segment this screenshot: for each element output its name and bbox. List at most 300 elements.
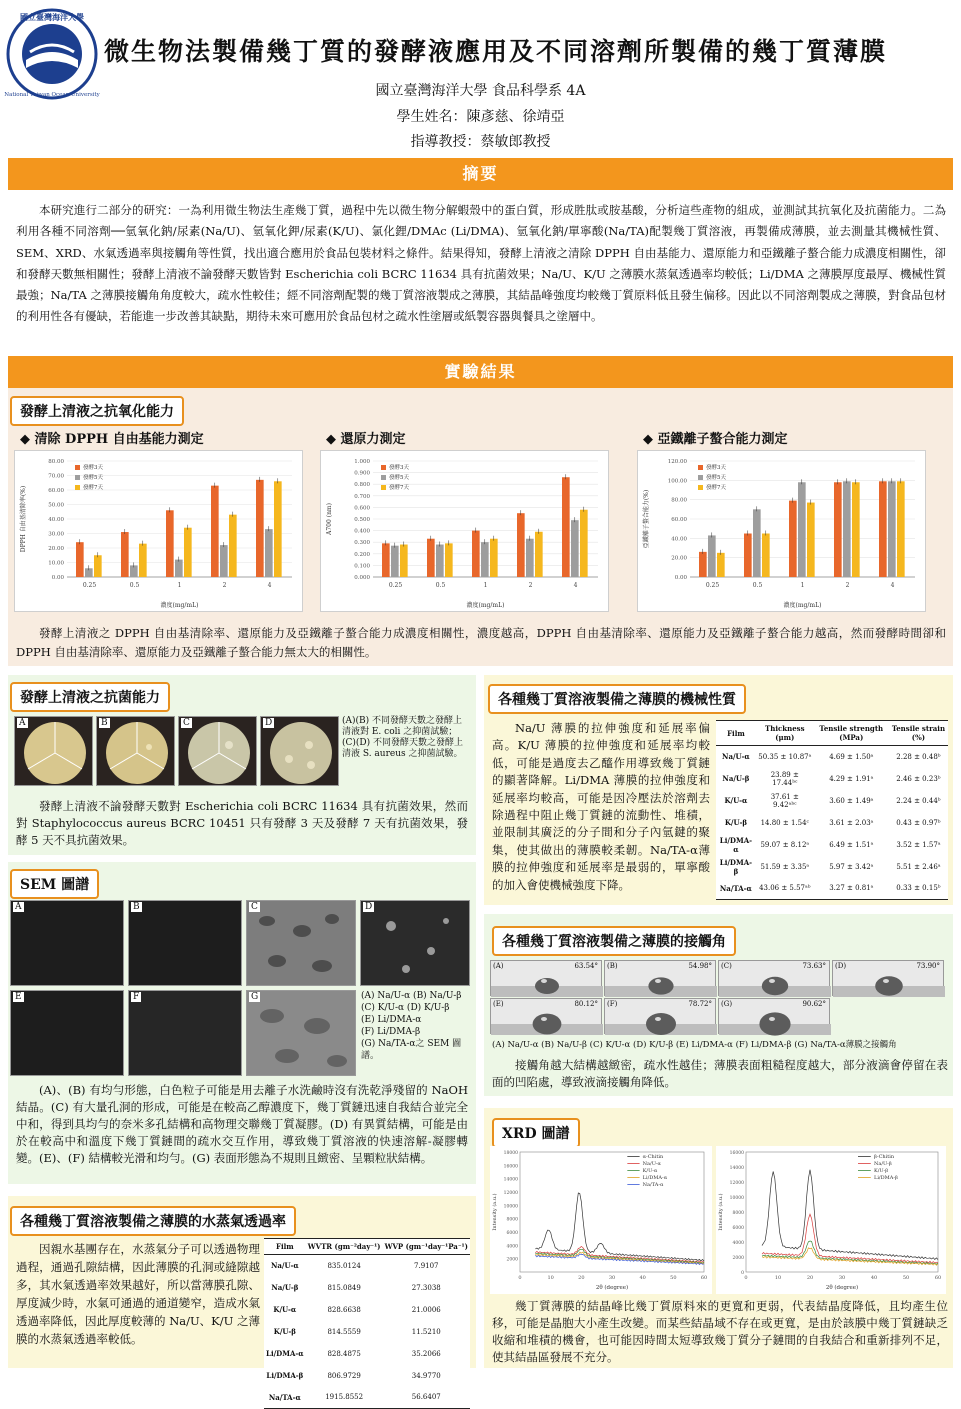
bar <box>220 545 228 577</box>
y-tick-label: 8000 <box>732 1211 744 1216</box>
y-tick-label: 20.00 <box>48 546 64 552</box>
bar <box>166 510 174 577</box>
bar <box>265 529 273 577</box>
sem-e <box>10 990 124 1076</box>
bar <box>744 534 752 578</box>
xrd-beta-chart <box>716 1146 946 1294</box>
table-cell: 5.97 ± 3.42ᵃ <box>829 862 874 871</box>
contact-angle-value: 90.62° <box>802 1000 826 1008</box>
y-tick-label: 2000 <box>732 1256 744 1261</box>
table-cell: 2.46 ± 0.23ᵇ <box>896 774 941 783</box>
wvtr-tag: 各種幾丁質溶液製備之薄膜的水蒸氣透過率 <box>10 1206 296 1236</box>
contact-angle-value: 73.90° <box>916 962 940 970</box>
contact-panel-label: (G) <box>721 1000 733 1008</box>
bar <box>256 480 264 577</box>
legend-label: K/U-β <box>874 1168 889 1174</box>
bar <box>400 545 408 577</box>
sem-legend-line: (G) Na/TA-α之 SEM 圖譜。 <box>361 1039 462 1061</box>
poster-title: 微生物法製備幾丁質的發酵液應用及不同溶劑所製備的幾丁質薄膜 <box>104 37 888 66</box>
legend-label: β-Chitin <box>874 1154 895 1160</box>
x-tick-label: 4 <box>573 582 578 589</box>
y-tick-label: 0.400 <box>354 528 370 535</box>
antioxidant-tag: 發酵上清液之抗氧化能力 <box>10 396 184 426</box>
contact-angle-panel <box>718 960 830 996</box>
table-cell: 51.59 ± 3.35ᵃ <box>760 862 810 871</box>
x-tick-label: 0 <box>744 1275 748 1281</box>
table-row <box>716 834 948 856</box>
y-tick-label: 70.00 <box>48 473 64 480</box>
bar <box>427 539 435 577</box>
bar <box>888 481 896 577</box>
plate-legend <box>342 716 470 760</box>
table-cell: 37.61 ± 9.42ᵃᵇᶜ <box>770 792 799 809</box>
table-cell: 34.9770 <box>411 1371 441 1380</box>
sem-tag: SEM 圖譜 <box>10 869 99 899</box>
plot-frame <box>746 1152 938 1272</box>
table-cell: Na/U-β <box>722 774 750 783</box>
x-tick-label: 2 <box>845 582 850 589</box>
x-tick-label: 50 <box>902 1275 910 1281</box>
students: 學生姓名：陳彥慈、徐靖亞 <box>396 109 565 125</box>
bar <box>382 543 390 577</box>
bar <box>834 482 842 577</box>
legend-swatch <box>75 465 80 470</box>
bar <box>211 486 219 577</box>
x-tick-label: 1 <box>800 582 805 589</box>
bar <box>274 481 282 577</box>
table-cell: 814.5559 <box>327 1327 361 1336</box>
table-cell: 4.29 ± 1.91ᵃ <box>829 774 874 783</box>
department: 國立臺灣海洋大學 食品科學系 4A <box>375 83 586 99</box>
y-axis-label: 亞鐵離子螯合能力(%) <box>643 489 650 549</box>
table-cell: 35.2066 <box>411 1349 441 1358</box>
advisor: 指導教授：蔡敏郎教授 <box>410 134 551 150</box>
contact-panel-label: (F) <box>607 1000 618 1008</box>
y-tick-label: 80.00 <box>48 459 64 465</box>
plate-label: C <box>183 718 190 728</box>
y-tick-label: 0.700 <box>354 493 370 500</box>
bar <box>94 555 102 577</box>
x-tick-label: 1 <box>483 582 488 589</box>
bar <box>897 481 905 577</box>
legend-label: 發酵5天 <box>706 475 726 481</box>
bar <box>807 503 815 577</box>
plate-c <box>178 716 257 786</box>
x-tick-label: 2 <box>222 582 227 589</box>
table-cell: K/U-α <box>273 1305 297 1314</box>
table-cell: K/U-β <box>724 818 748 827</box>
x-tick-label: 4 <box>890 582 895 589</box>
y-tick-label: 0.800 <box>354 482 370 489</box>
series-line <box>762 1214 938 1263</box>
legend-swatch <box>381 465 386 470</box>
y-tick-label: 60.00 <box>671 517 687 523</box>
contact-angle-value: 73.63° <box>802 962 826 970</box>
logo-text-bottom: National Taiwan Ocean University <box>4 92 100 98</box>
y-tick-label: 0.00 <box>674 575 687 581</box>
sem-legend-line: (E) Li/DMA-α <box>361 1015 422 1025</box>
y-tick-label: 120.00 <box>667 459 687 465</box>
table-row <box>716 746 948 768</box>
y-tick-label: 80.00 <box>671 497 687 504</box>
x-axis-label: 2θ (degree) <box>595 1285 629 1291</box>
xrd-text: 幾丁質薄膜的結晶峰比幾丁質原料來的更寬和更弱，代表結晶度降低，且均產生位移，可能是晶胞大小產生改變。而某些結晶域不存在或更寬，是由於該膜中幾丁質鏈缺乏收縮和堆積的機會，也可能因時間太短導致幾丁質分子鏈間的自我結合和重新排列不足，使其結晶區發展不充分。 <box>492 1299 948 1364</box>
y-tick-label: 0 <box>741 1271 744 1276</box>
bar <box>229 515 237 577</box>
y-axis-label: A700 (nm) <box>326 503 333 535</box>
y-tick-label: 16000 <box>503 1164 518 1170</box>
legend-label: Na/U-α <box>642 1161 661 1167</box>
x-tick-label: 60 <box>934 1275 942 1281</box>
column-header: Thickness (μm) <box>756 721 814 746</box>
table-cell: 835.0124 <box>327 1261 361 1270</box>
table-row <box>716 812 948 834</box>
table-cell: Li/DMA-β <box>719 857 753 876</box>
bar <box>843 481 851 577</box>
table-row <box>264 1343 470 1365</box>
y-tick-label: 6000 <box>506 1231 518 1236</box>
column-header: WVTR (gm⁻²day⁻¹) <box>306 1239 383 1255</box>
legend-label: Li/DMA-β <box>874 1175 898 1181</box>
sem-label: D <box>365 902 373 912</box>
table-cell: 21.0006 <box>411 1305 441 1314</box>
antibacterial-text: 發酵上清液不論發酵天數對 Escherichia coli BCRC 11634 具有抗菌效果，然而對 Staphylococcus aureus BCRC 10451 只有發酵 3 天及發酵 7 天有抗菌效果，發酵 5 天不具抗菌效果。 <box>16 799 468 847</box>
contact-angle-panel <box>604 960 716 996</box>
column-header: Tensile strain (%) <box>889 721 948 746</box>
table-cell: 3.27 ± 0.81ᵃ <box>814 878 889 900</box>
bar <box>798 482 806 577</box>
results-heading: 實驗結果 <box>8 356 953 388</box>
x-tick-label: 40 <box>870 1275 878 1281</box>
bar <box>562 477 570 577</box>
x-tick-label: 2 <box>528 582 533 589</box>
table-cell: 27.3038 <box>411 1283 441 1292</box>
legend-label: 發酵7天 <box>83 485 103 491</box>
column-header: Film <box>264 1239 306 1255</box>
table-row <box>716 856 948 878</box>
bar <box>699 552 707 577</box>
bar <box>717 553 725 577</box>
legend-swatch <box>698 485 703 490</box>
y-tick-label: 10000 <box>729 1196 744 1201</box>
table-row <box>264 1255 470 1277</box>
y-tick-label: 4000 <box>732 1241 744 1246</box>
x-tick-label: 1 <box>177 582 182 589</box>
antibacterial-tag: 發酵上清液之抗菌能力 <box>10 682 170 712</box>
table-cell: 3.61 ± 2.03ᵃ <box>829 818 874 827</box>
bar <box>121 532 129 577</box>
y-tick-label: 0.900 <box>354 470 370 477</box>
y-tick-label: 0.500 <box>354 517 370 523</box>
y-tick-label: 0.000 <box>354 575 370 581</box>
x-tick-label: 20 <box>806 1275 814 1281</box>
x-tick-label: 30 <box>608 1275 616 1281</box>
x-tick-label: 0.25 <box>388 582 403 589</box>
legend-label: 發酵5天 <box>83 475 103 481</box>
y-tick-label: 0.600 <box>354 505 370 512</box>
mechanical-table <box>716 720 948 900</box>
sem-label: B <box>133 902 140 912</box>
bar <box>571 520 579 577</box>
contact-text: 接觸角越大結構越緻密，疏水性越佳；薄膜表面粗糙程度越大，部分液滴會停留在表面的凹陷處，導致液滴接觸角降低。 <box>492 1058 948 1089</box>
column-header: Film <box>716 721 756 746</box>
y-tick-label: 4000 <box>506 1244 518 1250</box>
legend-label: Li/DMA-α <box>642 1175 668 1181</box>
x-tick-label: 0.5 <box>752 582 763 589</box>
legend-label: 發酵3天 <box>389 465 409 471</box>
x-tick-label: 0.5 <box>435 582 446 589</box>
table-cell: 5.51 ± 2.46ᵃ <box>896 862 941 871</box>
series-line <box>762 1241 938 1264</box>
y-tick-label: 12000 <box>503 1191 518 1196</box>
column-header: WVP (gm⁻¹day⁻¹Pa⁻¹) <box>383 1239 470 1255</box>
table-cell: 59.07 ± 8.12ᵃ <box>760 840 810 849</box>
y-tick-label: 16000 <box>729 1151 744 1156</box>
x-tick-label: 0.5 <box>129 582 140 589</box>
contact-angle-panel <box>832 960 944 996</box>
bar <box>472 531 480 577</box>
plot-frame <box>520 1152 704 1272</box>
bar <box>445 543 453 577</box>
sem-legend-line: (F) Li/DMA-β <box>361 1027 421 1037</box>
table-cell: K/U-β <box>273 1327 296 1336</box>
x-tick-label: 10 <box>547 1275 554 1281</box>
y-axis-label: DPPH 自由基清除率(%) <box>20 485 27 553</box>
dpph-title: ◆ 清除 DPPH 自由基能力測定 <box>20 432 204 447</box>
y-tick-label: 30.00 <box>48 531 64 538</box>
legend-swatch <box>381 475 386 480</box>
table-cell: 828.4875 <box>327 1349 361 1358</box>
bar <box>753 509 761 577</box>
table-cell: 43.06 ± 5.57ᵃᵇ <box>756 878 814 900</box>
wvtr-text: 因親水基團存在，水蒸氣分子可以透過物理過程，通過孔隙結構，因此薄膜的孔洞或縫隙越多，其水氣透過率效果越好，所以當薄膜孔隙、厚度減少時，水氣可通過的通道變窄，造成水氣透過率降低，因此厚度較薄的 Na/U、K/U 之薄膜的水蒸氣透過率較低。 <box>16 1242 260 1346</box>
bar <box>852 482 860 577</box>
table-cell: 14.80 ± 1.54ᶜ <box>760 818 809 827</box>
contact-angle-value: 54.98° <box>688 962 712 970</box>
table-cell: Na/TA-α <box>264 1387 306 1409</box>
table-cell: K/U-α <box>724 796 748 805</box>
y-tick-label: 0.100 <box>354 563 370 570</box>
table-cell: 815.0849 <box>327 1283 361 1292</box>
y-axis-label: Intensity (a.u.) <box>718 1193 724 1231</box>
contact-angle-panel <box>490 998 602 1034</box>
table-row <box>716 790 948 812</box>
sem-b <box>128 900 242 986</box>
table-row <box>716 878 948 900</box>
table-row <box>264 1321 470 1343</box>
y-tick-label: 8000 <box>506 1217 518 1223</box>
table-row <box>264 1299 470 1321</box>
contact-angle-value: 78.72° <box>688 1000 712 1008</box>
table-cell: 11.5210 <box>411 1327 441 1336</box>
table-cell: 1915.8552 <box>306 1387 383 1409</box>
x-tick-label: 0 <box>518 1275 522 1281</box>
column-header: Tensile strength (MPa) <box>814 721 889 746</box>
legend-swatch <box>75 485 80 490</box>
y-tick-label: 40.00 <box>48 517 64 523</box>
legend-swatch <box>75 475 80 480</box>
contact-angle-value: 80.12° <box>574 1000 598 1008</box>
table-cell: 3.60 ± 1.49ᵃ <box>829 796 874 805</box>
y-tick-label: 14000 <box>729 1166 744 1171</box>
abstract-heading: 摘要 <box>8 158 953 190</box>
table-cell: 23.89 ± 17.44ᵇᶜ <box>770 770 799 787</box>
abstract-text: 本研究進行二部分的研究：一為利用微生物法生產幾丁質，過程中先以微生物分解蝦殼中的蛋白質，形成胜肽或胺基酸，分析這些產物的組成，並測試其抗氧化及抗菌能力。二為利用各種不同溶劑──氫氧化鈉/尿素(Na/U)、氫氧化鉀/尿素(K/U)、氯化鋰/DMAc (Li/DMA)、氫氧化鈉/單寧酸(Na/TA)配製幾丁質溶液，再製備成薄膜，並去測量其機械性質、SEM、XRD、水氣透過率與接觸角等性質，找出適合應用於食品包裝材料之條件。結果得知，發酵上清液之清除 DPPH 自由基能力、還原能力和亞鐵離子螯合能力成濃度相關性，卻和發酵天數無相關性；發酵上清液不論發酵天數皆對 Escherichia coli BCRC 11634 具有抗菌效果；Na/U、K/U 之薄膜水蒸氣透過率均較低；Li/DMA 之薄膜厚度最厚、機械性質最強；Na/TA 之薄膜接觸角角度較大，疏水性較佳；經不同溶劑配製的幾丁質溶液製成之薄膜，其結晶峰強度均較幾丁質原料低且發生偏移。因此以不同溶劑製成之薄膜，對食品包材的利用性各有優缺，若能進一步改善其缺點，期待未來可應用於食品包材之疏水性塗層或紙製容器與餐具之塗層中。 <box>16 203 946 324</box>
table-cell: Li/DMA-β <box>266 1371 304 1380</box>
table-cell: 0.43 ± 0.97ᵇ <box>896 818 941 827</box>
legend-label: 發酵3天 <box>706 465 726 471</box>
bar <box>481 542 489 577</box>
plate-label: D <box>265 718 273 728</box>
sem-label: E <box>15 992 22 1002</box>
plate-d <box>260 716 339 786</box>
y-tick-label: 18000 <box>503 1151 518 1156</box>
y-tick-label: 60.00 <box>48 488 64 494</box>
sem-c <box>246 900 356 986</box>
y-tick-label: 100.00 <box>667 478 687 485</box>
table-row <box>716 768 948 790</box>
mechanical-table-box <box>716 720 948 900</box>
plate-a <box>14 716 93 786</box>
plate-label: B <box>101 718 108 728</box>
reducing-title: ◆ 還原力測定 <box>326 432 406 447</box>
bar <box>762 534 770 578</box>
table-cell: 806.9729 <box>327 1371 361 1380</box>
y-tick-label: 12000 <box>729 1181 744 1186</box>
contact-angle-panel <box>718 998 830 1034</box>
y-axis-label: Intensity (a.u.) <box>492 1193 498 1231</box>
plate-legend-line1: (A)(B) 不同發酵天數之發酵上清液對 E. coli 之抑菌試驗； <box>342 716 463 737</box>
contact-angle-panel <box>490 960 602 996</box>
logo-text-top: 國立臺灣海洋大學 <box>20 12 84 22</box>
wvtr-table <box>264 1238 470 1409</box>
bar <box>139 544 147 577</box>
x-tick-label: 10 <box>774 1275 782 1281</box>
y-tick-label: 40.00 <box>671 536 687 543</box>
bar <box>391 546 399 577</box>
bar <box>184 528 192 577</box>
bar <box>535 532 543 577</box>
x-tick-label: 20 <box>578 1275 585 1281</box>
wvtr-table-box <box>264 1238 470 1409</box>
mechanical-text: Na/U 薄膜的拉伸強度和延展率偏高。K/U 薄膜的拉伸強度和延展率均較低，可能是過度去乙醯作用導致幾丁質鏈的顯著降解。Li/DMA 薄膜的拉伸強度和延展率均較高，可能是因冷壓法於溶劑去除過程中阻止幾丁質鏈的流動性、堆積，並限制其廣泛的分子間和分子內氫鍵的聚集，使其做出的薄膜較柔韌。Na/TA-α薄膜的拉伸強度和延展率是最弱的，單寧酸的加入會使機械強度下降。 <box>492 721 710 892</box>
reducing-chart <box>320 450 609 612</box>
y-tick-label: 0.00 <box>51 575 64 581</box>
table-cell: 3.52 ± 1.57ᵃ <box>896 840 941 849</box>
y-tick-label: 6000 <box>732 1226 744 1231</box>
sem-g <box>246 990 356 1076</box>
y-tick-label: 10000 <box>503 1204 518 1210</box>
x-tick-label: 50 <box>670 1275 677 1281</box>
contact-angle-value: 63.54° <box>574 962 598 970</box>
series-line <box>535 1193 704 1261</box>
bar <box>526 539 534 577</box>
table-cell: Li/DMA-α <box>719 835 753 854</box>
contact-angle-panel <box>604 998 716 1034</box>
table-cell: 7.9107 <box>414 1261 439 1270</box>
x-axis-label: 濃度(mg/mL) <box>466 602 505 609</box>
bar <box>879 481 887 577</box>
sem-label: A <box>15 902 22 912</box>
legend-label: Na/U-β <box>874 1161 892 1167</box>
bar <box>490 539 498 577</box>
bar <box>436 545 444 577</box>
table-cell: 56.6407 <box>383 1387 470 1409</box>
y-tick-label: 0.200 <box>354 551 370 558</box>
legend-swatch <box>381 485 386 490</box>
contact-panel-label: (E) <box>493 1000 504 1008</box>
table-cell: Na/U-β <box>271 1283 299 1292</box>
antioxidant-text: 發酵上清液之 DPPH 自由基清除率、還原能力及亞鐵離子螯合能力成濃度相關性，濃度越高，DPPH 自由基清除率、還原能力及亞鐵離子螯合能力越高，然而發酵時間卻和 DPPH 自由基清除率、還原能力及亞鐵離子螯合能力無太大的相關性。 <box>16 626 946 659</box>
x-tick-label: 40 <box>639 1275 646 1281</box>
x-axis-label: 濃度(mg/mL) <box>160 602 199 609</box>
legend-label: 發酵7天 <box>706 485 726 491</box>
bar <box>175 560 183 577</box>
x-axis-label: 濃度(mg/mL) <box>783 602 822 609</box>
bar <box>580 510 588 577</box>
legend-swatch <box>698 465 703 470</box>
y-tick-label: 10.00 <box>48 560 64 567</box>
plate-label: A <box>19 718 26 728</box>
y-tick-label: 14000 <box>503 1177 518 1183</box>
chelating-title: ◆ 亞鐵離子螯合能力測定 <box>643 432 788 447</box>
contact-panel-label: (B) <box>607 962 618 970</box>
series-line <box>762 1170 938 1260</box>
sem-legend-line: (A) Na/U-α (B) Na/U-β <box>361 991 462 1001</box>
contact-tag: 各種幾丁質溶液製備之薄膜的接觸角 <box>492 926 736 956</box>
y-tick-label: 50.00 <box>48 502 64 509</box>
table-cell: Na/U-α <box>722 752 750 762</box>
sem-label: G <box>251 992 259 1002</box>
table-row <box>264 1365 470 1387</box>
legend-label: α-Chitin <box>642 1154 664 1160</box>
chelating-chart <box>637 450 926 612</box>
x-axis-label: 2θ (degree) <box>825 1285 859 1291</box>
legend-swatch <box>698 475 703 480</box>
contact-panel-label: (C) <box>721 962 732 970</box>
sem-label: F <box>133 992 140 1002</box>
x-tick-label: 30 <box>838 1275 846 1281</box>
table-cell: 6.49 ± 1.51ᵃ <box>829 840 874 849</box>
contact-panel-label: (A) <box>493 962 504 970</box>
sem-legend-line: (C) K/U-α (D) K/U-β <box>361 1003 450 1013</box>
table-cell: 2.28 ± 0.48ᵇ <box>896 752 941 761</box>
table-cell: 4.69 ± 1.50ᵃ <box>829 752 874 761</box>
x-tick-label: 0.25 <box>82 582 97 589</box>
y-tick-label: 20.00 <box>671 555 687 562</box>
x-tick-label: 0.25 <box>705 582 720 589</box>
table-row <box>264 1387 470 1409</box>
sem-label: C <box>251 902 258 912</box>
table-row <box>264 1277 470 1299</box>
legend-label: 發酵7天 <box>389 485 409 491</box>
y-tick-label: 0.300 <box>354 540 370 547</box>
bar <box>517 513 525 577</box>
xrd-tag: XRD 圖譜 <box>492 1118 580 1148</box>
sem-text: (A)、(B) 有均勻形態，白色粒子可能是用去離子水洗鹼時沒有洗乾淨殘留的 NaOH 結晶。(C) 有大量孔洞的形成，可能是在較高乙醇濃度下，幾丁質鏈迅速自我結合並完全中和，得到具均勻的奈米多孔結構和高物理交聯幾丁質凝膠。(D) 有異質結構，可能是由於在較高中和溫度下幾丁質鏈間的疏水交互作用，導致幾丁質溶液的快速溶解-凝膠轉變。(E)、(F) 結構較光滑和均勻。(G) 表面形態為不規則且緻密、呈顆粒狀結構。 <box>16 1083 468 1165</box>
contact-panel-label: (D) <box>835 962 847 970</box>
sem-legend <box>361 990 473 1062</box>
table-cell: 50.35 ± 10.87ᵃ <box>758 752 812 761</box>
plate-legend-line2: (C)(D) 不同發酵天數之發酵上清液 S. aureus 之抑菌試驗。 <box>342 738 464 759</box>
table-cell: 0.33 ± 0.15ᵇ <box>889 878 948 900</box>
x-tick-label: 4 <box>267 582 272 589</box>
bar <box>789 501 797 577</box>
x-tick-label: 60 <box>700 1275 708 1281</box>
dpph-chart <box>14 450 303 612</box>
bar <box>708 535 716 577</box>
table-cell: 828.6638 <box>327 1305 361 1314</box>
